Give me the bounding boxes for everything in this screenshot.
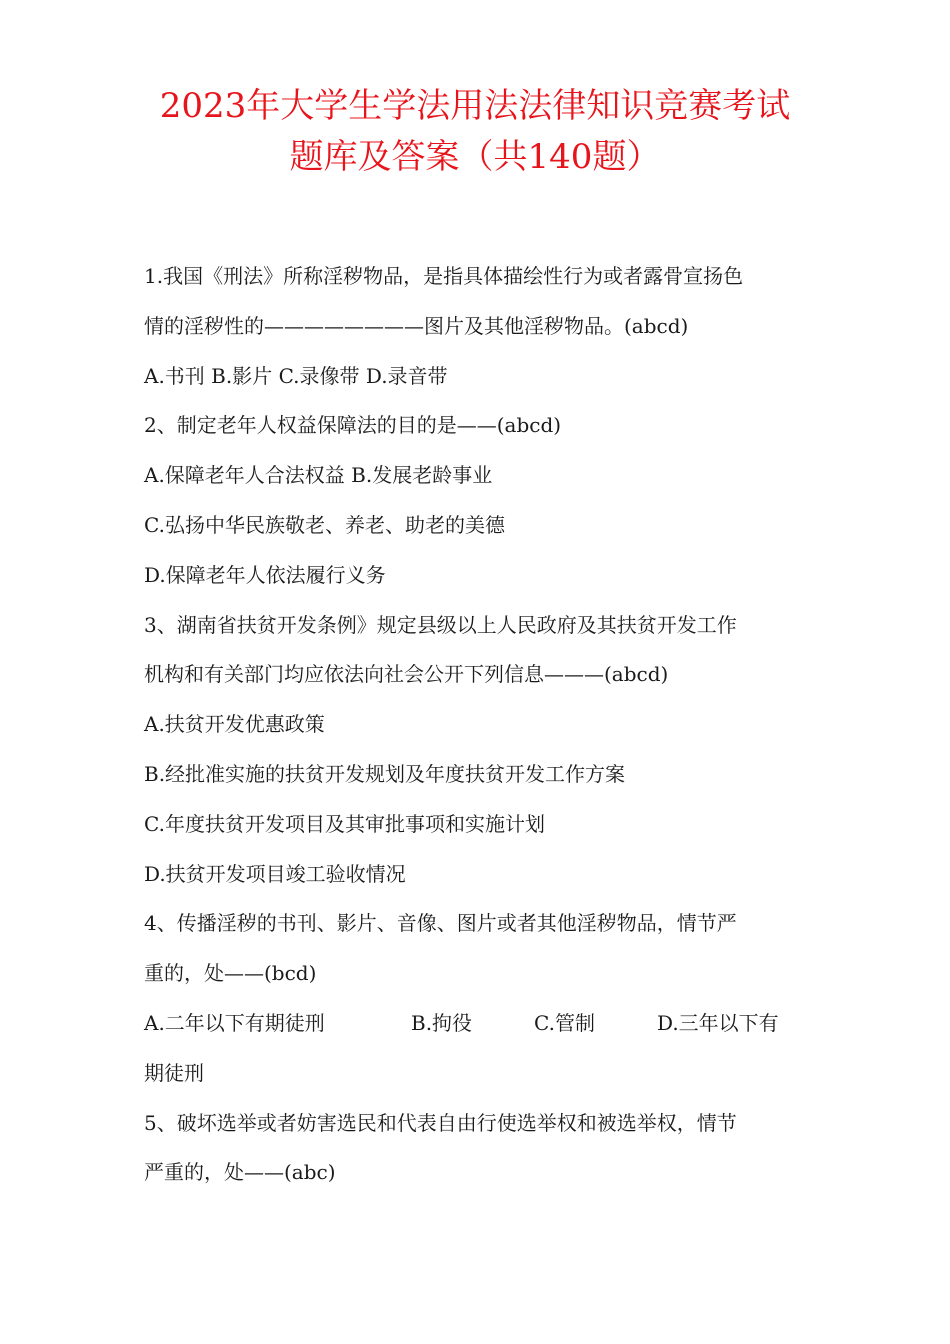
text-line: 3、湖南省扶贫开发条例》规定县级以上人民政府及其扶贫开发工作 (144, 612, 737, 637)
text-line: C.年度扶贫开发项目及其审批事项和实施计划 (144, 811, 545, 836)
text-line: 5、破坏选举或者妨害选民和代表自由行使选举权和被选举权，情节 (144, 1110, 737, 1135)
text-line: C.弘扬中华民族敬老、养老、助老的美德 (144, 512, 505, 537)
document-title-line-2: 题库及答案（共140题） (289, 137, 661, 177)
text-line: 2、制定老年人权益保障法的目的是——(abcd) (144, 413, 562, 438)
text-line: 期徒刑 (144, 1060, 204, 1085)
text-line: A.扶贫开发优惠政策 (144, 712, 325, 737)
option-a: A.二年以下有期徒刑 (144, 1010, 325, 1035)
text-line: 1.我国《刑法》所称淫秽物品，是指具体描绘性行为或者露骨宣扬色 (144, 264, 744, 288)
text-line: D.扶贫开发项目竣工验收情况 (144, 861, 406, 886)
text-line: 情的淫秽性的————————图片及其他淫秽物品。(abcd) (144, 313, 689, 338)
option-c: C.管制 (534, 1010, 595, 1035)
text-line: 机构和有关部门均应依法向社会公开下列信息———(abcd) (144, 662, 669, 687)
question-4-options (144, 999, 824, 1049)
text-line: A.保障老年人合法权益 B.发展老龄事业 (144, 463, 493, 488)
document-body (144, 252, 824, 1198)
document-title-line-1: 2023年大学生学法用法法律知识竞赛考试 (159, 86, 791, 126)
option-b: B.拘役 (411, 1010, 473, 1035)
text-line: B.经批准实施的扶贫开发规划及年度扶贫开发工作方案 (144, 761, 626, 786)
text-line: 严重的，处——(abc) (144, 1160, 336, 1185)
text-line: A.书刊 B.影片 C.录像带 D.录音带 (144, 363, 448, 388)
option-d: D.三年以下有 (657, 1010, 779, 1035)
text-line: D.保障老年人依法履行义务 (144, 562, 386, 587)
text-line: 4、传播淫秽的书刊、影片、音像、图片或者其他淫秽物品，情节严 (144, 911, 737, 936)
text-line: 重的，处——(bcd) (144, 961, 317, 986)
